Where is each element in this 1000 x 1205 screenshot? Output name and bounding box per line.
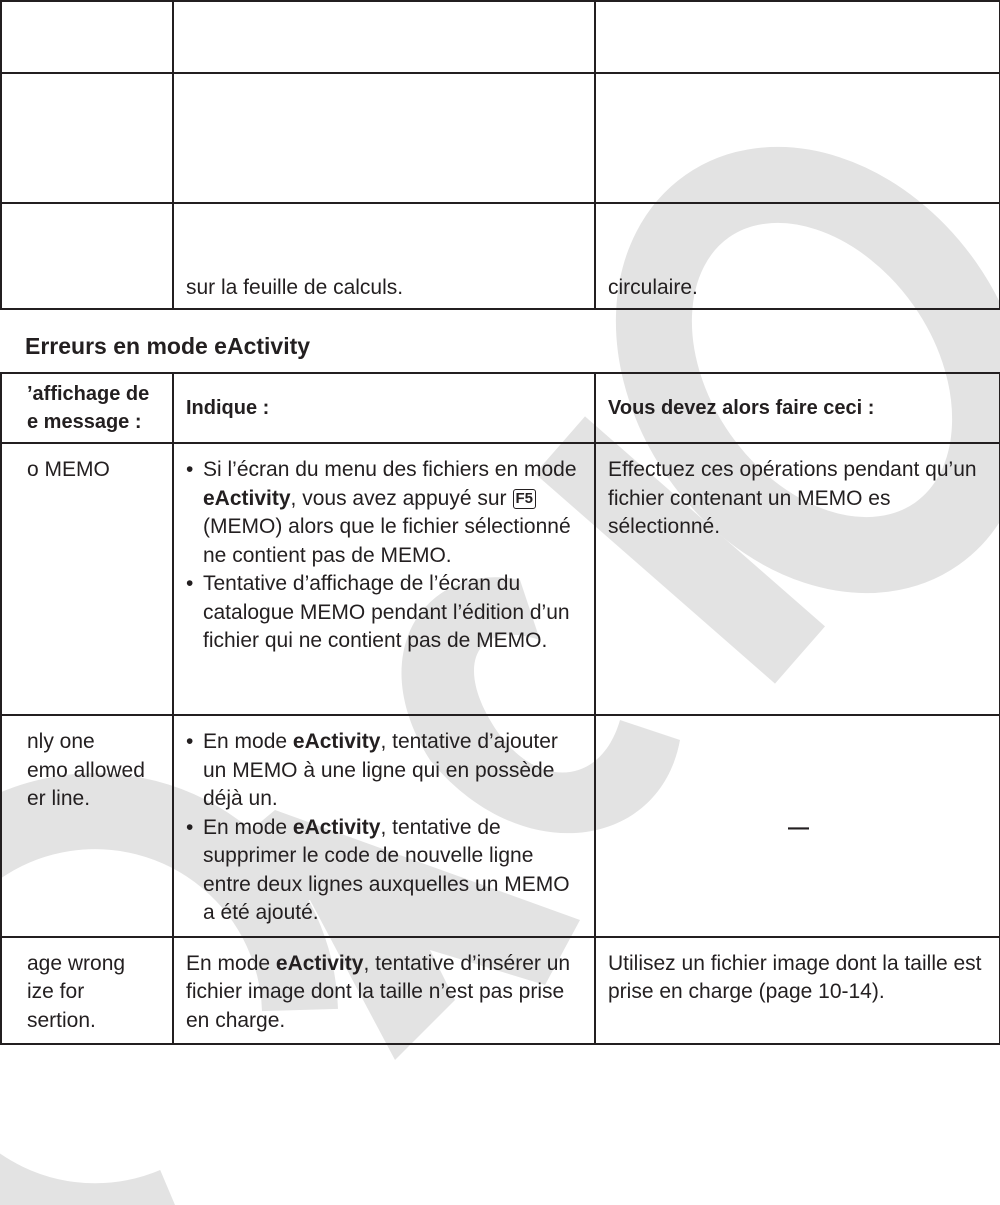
list-item: • En mode eActivity, tentative de supprimer le code de nouvelle ligne entre deux lignes auxquelles un MEMO a été ajouté.: [186, 814, 584, 928]
f5-key-icon: F5: [513, 489, 537, 509]
table-row: [1, 443, 1000, 715]
table-cell: circulaire.: [595, 203, 1000, 309]
error-message: age wrong ize for sertion.: [1, 937, 173, 1045]
top-table: [0, 0, 1000, 310]
header-message: ’affichage de e message :: [1, 373, 173, 443]
header-meaning: Indique :: [173, 373, 595, 443]
table-cell: [1, 203, 173, 309]
error-meaning: [173, 443, 595, 715]
error-meaning: En mode eActivity, tentative d’insérer un fichier image dont la taille n’est pas prise en charge.: [173, 937, 595, 1045]
section-title: Erreurs en mode eActivity: [25, 333, 311, 359]
table-row: [1, 203, 1000, 309]
table-row: [1, 715, 1000, 937]
table-cell: [173, 1, 595, 73]
table-cell: [595, 1, 1000, 73]
error-message: nly one emo allowed er line.: [1, 715, 173, 937]
list-item: • Tentative d’affichage de l’écran du catalogue MEMO pendant l’édition d’un fichier qui ne contient pas de MEMO.: [186, 570, 584, 656]
list-item: • Si l’écran du menu des fichiers en mode eActivity, vous avez appuyé sur F5(MEMO) alors que le fichier sélectionné ne contient pas de MEMO.: [186, 456, 584, 570]
error-action: —: [595, 715, 1000, 937]
table-cell: [1, 73, 173, 203]
error-action: Utilisez un fichier image dont la taille est prise en charge (page 10-14).: [595, 937, 1000, 1045]
eactivity-errors-table: [0, 372, 1000, 1045]
table-cell: [1, 1, 173, 73]
header-action: Vous devez alors faire ceci :: [595, 373, 1000, 443]
table-cell: [173, 73, 595, 203]
error-meaning: [173, 715, 595, 937]
error-action: Effectuez ces opérations pendant qu’un fichier contenant un MEMO es sélectionné.: [595, 443, 1000, 715]
table-row: [1, 937, 1000, 1045]
table-cell: sur la feuille de calculs.: [173, 203, 595, 309]
table-header-row: [1, 373, 1000, 443]
list-item: • En mode eActivity, tentative d’ajouter un MEMO à une ligne qui en possède déjà un.: [186, 728, 584, 814]
table-cell: [595, 73, 1000, 203]
table-row: [1, 73, 1000, 203]
table-row: [1, 1, 1000, 73]
error-message: o MEMO: [1, 443, 173, 715]
